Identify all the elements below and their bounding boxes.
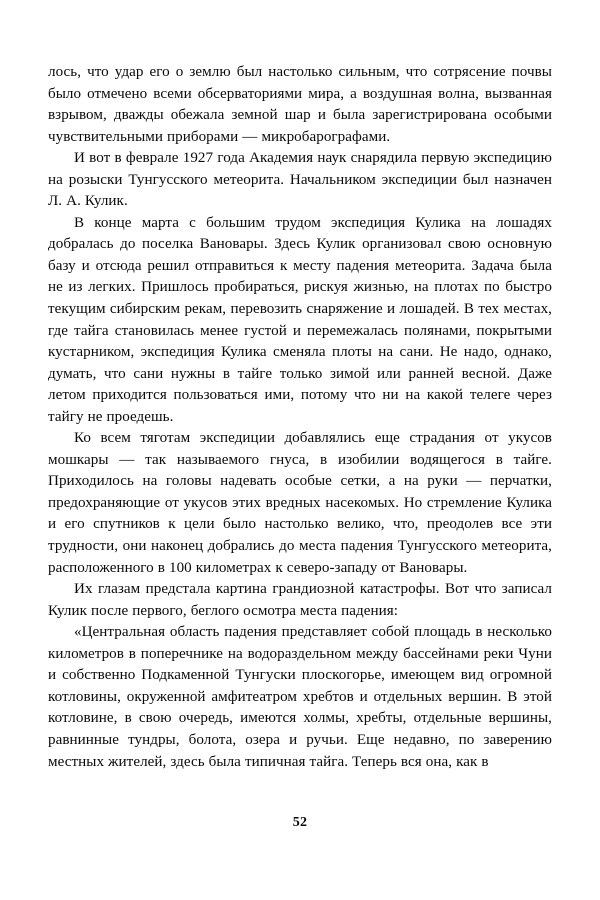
paragraph-kulik-quote: «Центральная область падения представляет собой площадь в несколько километров в поперечнике на водораздельном между бассейнами реки Чуни и собственно Подкаменной Тунгуски плоскогорье, имеющем вид огромной котловины, окруженной амфитеатром хребтов и отдельных вершин. В этой котловине, в свою очередь, имеются холмы, хребты, отдельные вершины, равнинные тундры, болота, озера и ручьи. Еще недавно, по заверению местных жителей, здесь была типичная тайга. Теперь вся она, как в xyxy=(48,624,552,770)
page-text-column xyxy=(48,62,552,773)
paragraph-vanovary-base: В конце марта с большим трудом экспедиция Кулика на лошадях добралась до поселка Вановары. Здесь Кулик организовал свою основную базу и отсюда решил отправиться к месту падения метеорита. Задача была не из легких. Пришлось пробираться, рискуя жизнью, на плотах по быстро текущим сибирским рекам, перевозить снаряжение и лошадей. В тех местах, где тайга становилась менее густой и перемежалась полянами, покрытыми кустарником, экспедиция Кулика сменяла плоты на сани. Не надо, однако, думать, что сани нужны в тайге только зимой или ранней весной. Даже летом приходится пользоваться ими, потому что ни на какой телеге через тайгу не проедешь. xyxy=(48,214,552,425)
page-number: 52 xyxy=(292,815,308,830)
paragraph-gnus-hardships: Ко всем тяготам экспедиции добавлялись еще страдания от укусов мошкары — так называемого гнуса, в изобилии водящегося в тайге. Приходилось на головы надевать особые сетки, а на руки — перчатки, предохраняющие от укусов этих вредных насекомых. Но стремление Кулика и его спутников к цели было настолько велико, что, преодолев все эти трудности, они наконец добрались до места падения Тунгусского метеорита, расположенного в 100 километрах к северо-западу от Вановары. xyxy=(48,430,552,576)
paragraph-continuation: лось, что удар его о землю был настолько сильным, что сотрясение почвы было отмечено всеми обсерваториями мира, а воздушная волна, вызванная взрывом, дважды обежала земной шар и была зарегистрирована особыми чувствительными приборами — микробарографами. xyxy=(48,64,552,145)
paragraph-expedition-1927: И вот в феврале 1927 года Академия наук снарядила первую экспедицию на розыски Тунгусского метеорита. Начальником экспедиции был назначен Л. А. Кулик. xyxy=(48,150,552,210)
paragraph-catastrophe-view: Их глазам предстала картина грандиозной катастрофы. Вот что записал Кулик после первого, беглого осмотра места падения: xyxy=(48,581,552,619)
